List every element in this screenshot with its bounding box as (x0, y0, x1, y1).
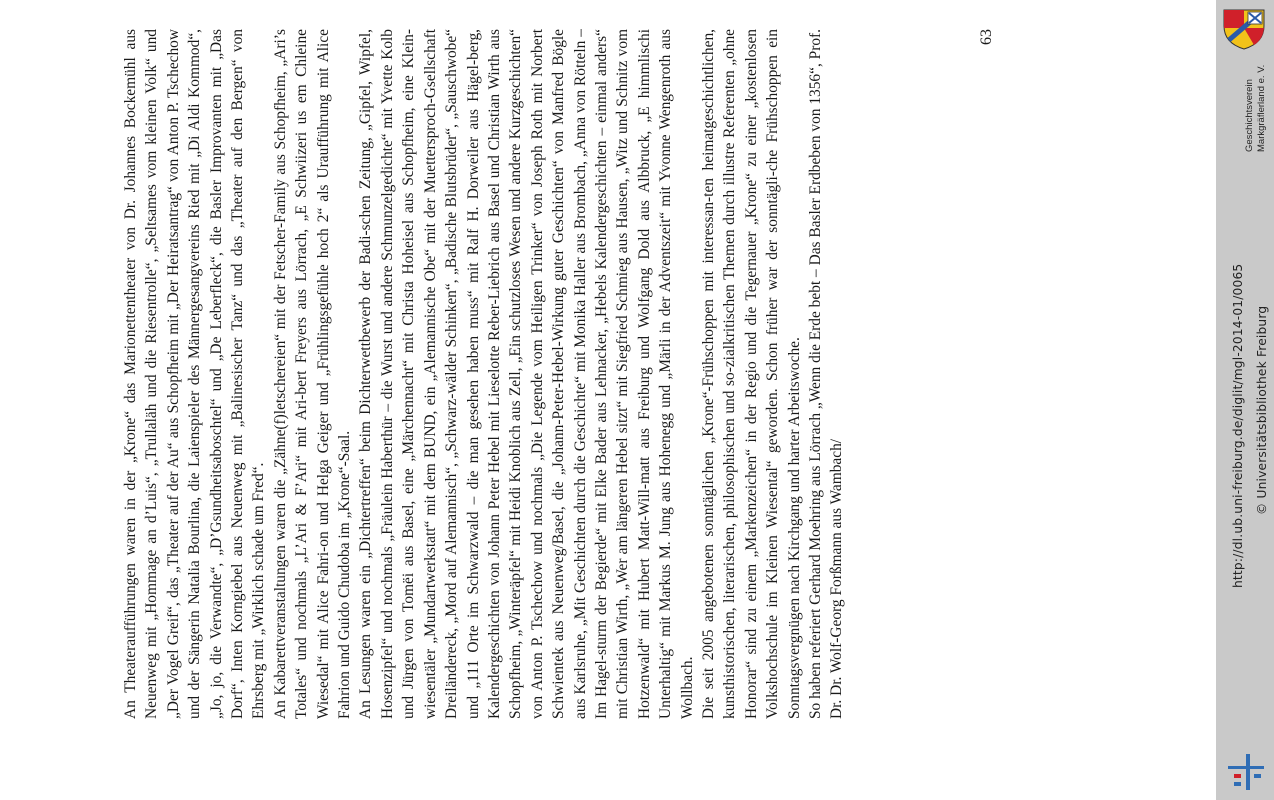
paragraph-kabarett: An Kabarettveranstaltungen waren die „Zähne(f)letschereien“ mit der Fetscher-Family aus Schopfheim, „Ari’s Totales“ und nochmals „L’Ari & F’Ari“ mit Ari-bert Freyers aus Lörrach, „E Schwiizeri us em Chleine Wiesedal“ mit Alice Fahri-on und Helga Geiger und „Frühlingsgefühle hoch 2“ als Uraufführung mit Alice Fahrion und Guido Chudoba im „Krone“-Saal. (271, 29, 354, 719)
paragraph-theater: An Theateraufführungen waren in der „Krone“ das Marionettentheater von Dr. Johannes Bockemühl aus Neuenweg mit „Hommage an d’Luis“, „Trullaläh und die Riesentrolle“, „Seltsames vom kleinen Volk“ und „Der Vogel Greif“, das „Theater auf der Au“ aus Schopfheim mit „Der Heiratsantrag“ von Anton P. Tschechow und der Sängerin Natalia Bourlina, die Laienspieler des Männergesangvereins Ried mit „Di Aldi Kommod“, „Jo, jo, die Verwandte“, „D’Gsundheitsaboschtel“ und „De Leberfleck“, die Basler Improvanten mit „Das Dorf“, Inten Korngiebel aus Neuenweg mit „Balinesischer Tanz“ und das „Theater auf den Bergen“ von Ehrsberg mit „Wirklich schade um Fred“. (122, 29, 268, 719)
paragraph-lesungen: An Lesungen waren ein „Dichtertreffen“ beim Dichterwettbewerb der Badi-schen Zeitung, „Gipfel, Wipfel, Hosenzipfel“ und nochmals „Fräulein Haberthür – die Wurst und andere Schmunzelgedichte“ mit Yvette Kolb und Jürgen von Tomëi aus Basel, eine „Märchennacht“ mit Christa Hoheisel aus Schopfheim, eine Klein-wiesentäler „Mundartwerkstatt“ mit dem BUND, ein „Alemannische Obe“ mit der Muettersproch-Gsellschaft Dreiländereck, „Mord auf Alemannisch“, „Schwarz-wälder Schinken“, „Badische Blutsbrüder“, „Sauschwobe“ und „111 Orte im Schwarzwald – die man gesehen haben muss“ mit Ralf H. Dorweiler aus Hägel-berg, Kalendergeschichten von Johann Peter Hebel mit Lieselotte Reber-Liebrich aus Basel und Christian Wirth aus Schopfheim, „Winteräpfel“ mit Heidi Knoblich aus Zell, „Ein schutzloses Wesen und andere Kurzgeschichten“ von Anton P. Tschechow und nochmals „Die Legende vom Heiligen Trinker“ von Joseph Roth mit Norbert Schwientek aus Neuenweg/Basel, die „Johann-Peter-Hebel-Wirkung guter Geschichten“ von Manfred Bögle aus Karlsruhe, „Mit Geschichten durch die Geschichte“ mit Monika Haller aus Brombach, „Anna von Rötteln – Im Hagel-sturm der Begierde“ mit Elke Bader aus Lehnacker, „Hebels Kalendergeschichten – einmal anders“ mit Christian Wirth, „Wer am längeren Hebel sitzt“ mit Siegfried Schmieg aus Hausen, „Witz und Schnitz vom Hotzenwald“ mit Hubert Matt-Will-matt aus Freiburg und Wolfgang Dold aus Albbruck, „E himmlischi Unterhaltig“ mit Markus M. Jung aus Hohenegg und „Märli in der Adventszeit“ mit Yvonne Wengenroth aus Wollbach. (357, 29, 696, 719)
ub-freiburg-logo-icon (1224, 752, 1270, 792)
paragraph-referenten: So haben referiert Gerhard Moehring aus Lörrach „Wenn die Erde bebt – Das Basler Erdbeben von 1356“, Prof. Dr. Dr. Wolf-Georg Forßmann aus Wambach/ (807, 29, 846, 719)
source-url[interactable]: http://dl.ub.uni-freiburg.de/diglit/mgl-2014-01/0065 (1231, 263, 1245, 588)
copyright-notice: © Universitätsbibliothek Freiburg (1255, 305, 1269, 515)
page-number: 63 (978, 29, 995, 45)
society-name-line1: Geschichtsverein (1244, 79, 1255, 152)
rotated-page (120, 29, 1065, 719)
coat-of-arms-icon (1221, 8, 1267, 50)
paragraph-fruehschoppen: Die seit 2005 angebotenen sonntäglichen „Krone“-Frühschoppen mit interessan-ten heimatgeschichtlichen, kunsthistorischen, literarischen, philosophischen und so-zialkritischen Themen durch illustre Referenten „ohne Honorar“ sind zu einem „Markenzeichen“ in der Regio und die Tegernauer „Krone“ zu einer „kostenlosen Volkshochschule im Kleinen Wiesental“ geworden. Schon früher war der sonntägli-che Frühschoppen ein Sonntagsvergnügen nach Kirchgang und harter Arbeitswoche. (699, 29, 803, 719)
society-name-line2: Markgräflerland e. V. (1256, 64, 1267, 152)
